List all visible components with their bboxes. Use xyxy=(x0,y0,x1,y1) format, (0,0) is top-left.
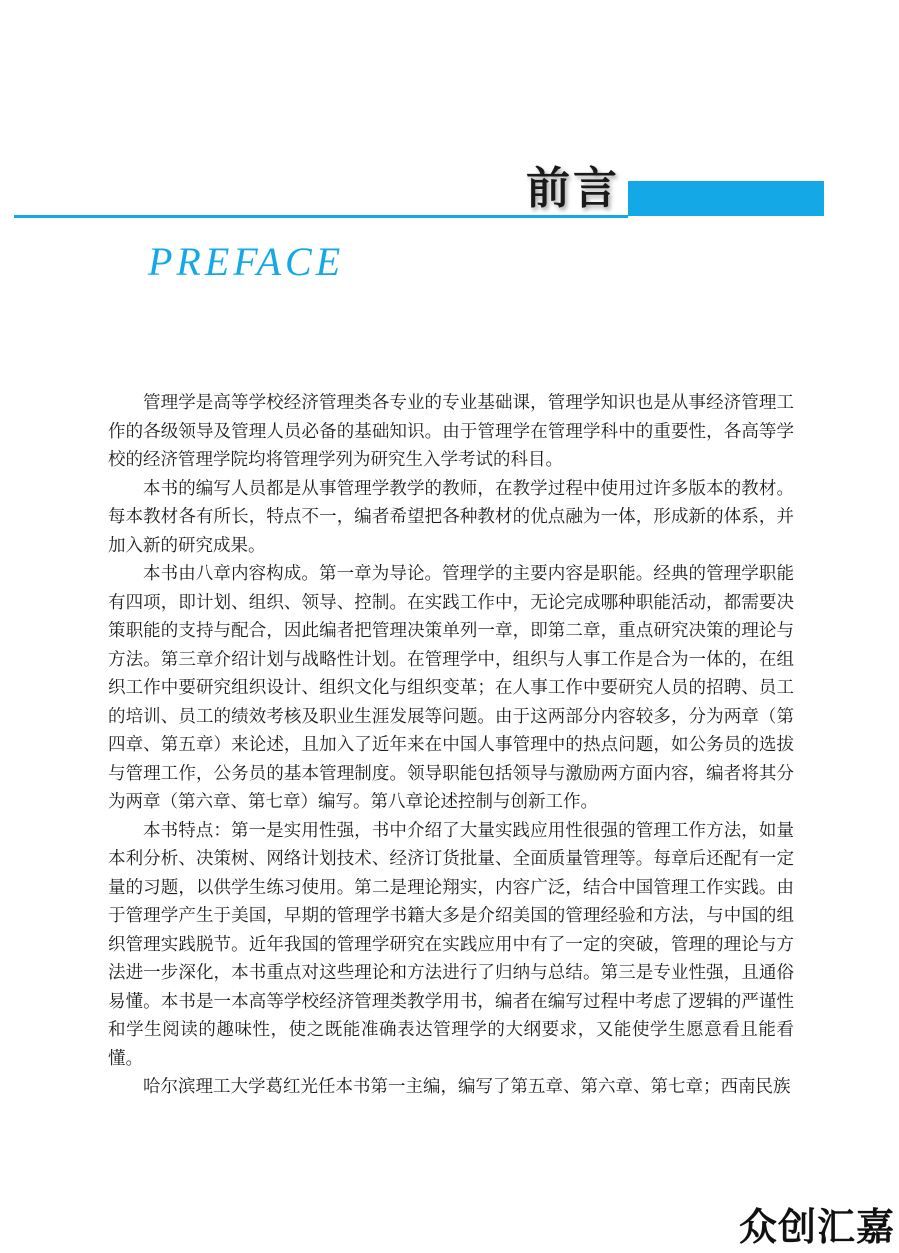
page-title: 前言 xyxy=(526,163,620,214)
paragraph: 本书特点：第一是实用性强，书中介绍了大量实践应用性很强的管理工作方法，如量本利分析、决策树、网络计划技术、经济订货批量、全面质量管理等。每章后还配有一定量的习题，以供学生练习使用。第二是理论翔实，内容广泛，结合中国管理工作实践。由于管理学产生于美国，早期的管理学书籍大多是介绍美国的管理经验和方法，与中国的组织管理实践脱节。近年我国的管理学研究在实践应用中有了一定的突破，管理的理论与方法进一步深化，本书重点对这些理论和方法进行了归纳与总结。第三是专业性强，且通俗易懂。本书是一本高等学校经济管理类教学用书，编者在编写过程中考虑了逻辑的严谨性和学生阅读的趣味性，使之既能准确表达管理学的大纲要求，又能使学生愿意看且能看懂。 xyxy=(108,820,794,1069)
paragraph: 管理学是高等学校经济管理类各专业的专业基础课，管理学知识也是从事经济管理工作的各级领导及管理人员必备的基础知识。由于管理学在管理学科中的重要性，各高等学校的经济管理学院均将管理学列为研究生入学考试的科目。 xyxy=(108,393,794,470)
header-accent-block xyxy=(628,181,824,216)
paragraph: 本书由八章内容构成。第一章为导论。管理学的主要内容是职能。经典的管理学职能有四项，即计划、组织、领导、控制。在实践工作中，无论完成哪种职能活动，都需要决策职能的支持与配合，因此编者把管理决策单列一章，即第二章，重点研究决策的理论与方法。第三章介绍计划与战略性计划。在管理学中，组织与人事工作是合为一体的，在组织工作中要研究组织设计、组织文化与组织变革；在人事工作中要研究人员的招聘、员工的培训、员工的绩效考核及职业生涯发展等问题。由于这两部分内容较多，分为两章（第四章、第五章）来论述，且加入了近年来在中国人事管理中的热点问题，如公务员的选拔与管理工作，公务员的基本管理制度。领导职能包括领导与激励两方面内容，编者将其分为两章（第六章、第七章）编写。第八章论述控制与创新工作。 xyxy=(108,564,794,812)
watermark-logo: 众创汇嘉 xyxy=(738,1205,895,1249)
paragraph: 本书的编写人员都是从事管理学教学的教师，在教学过程中使用过许多版本的教材。每本教材各有所长，特点不一，编者希望把各种教材的优点融为一体，形成新的体系，并加入新的研究成果。 xyxy=(108,478,794,556)
paragraph: 哈尔滨理工大学葛红光任本书第一主编，编写了第五章、第六章、第七章；西南民族 xyxy=(143,1077,791,1097)
page-subtitle: PREFACE xyxy=(148,239,345,284)
preface-body xyxy=(108,389,794,1101)
